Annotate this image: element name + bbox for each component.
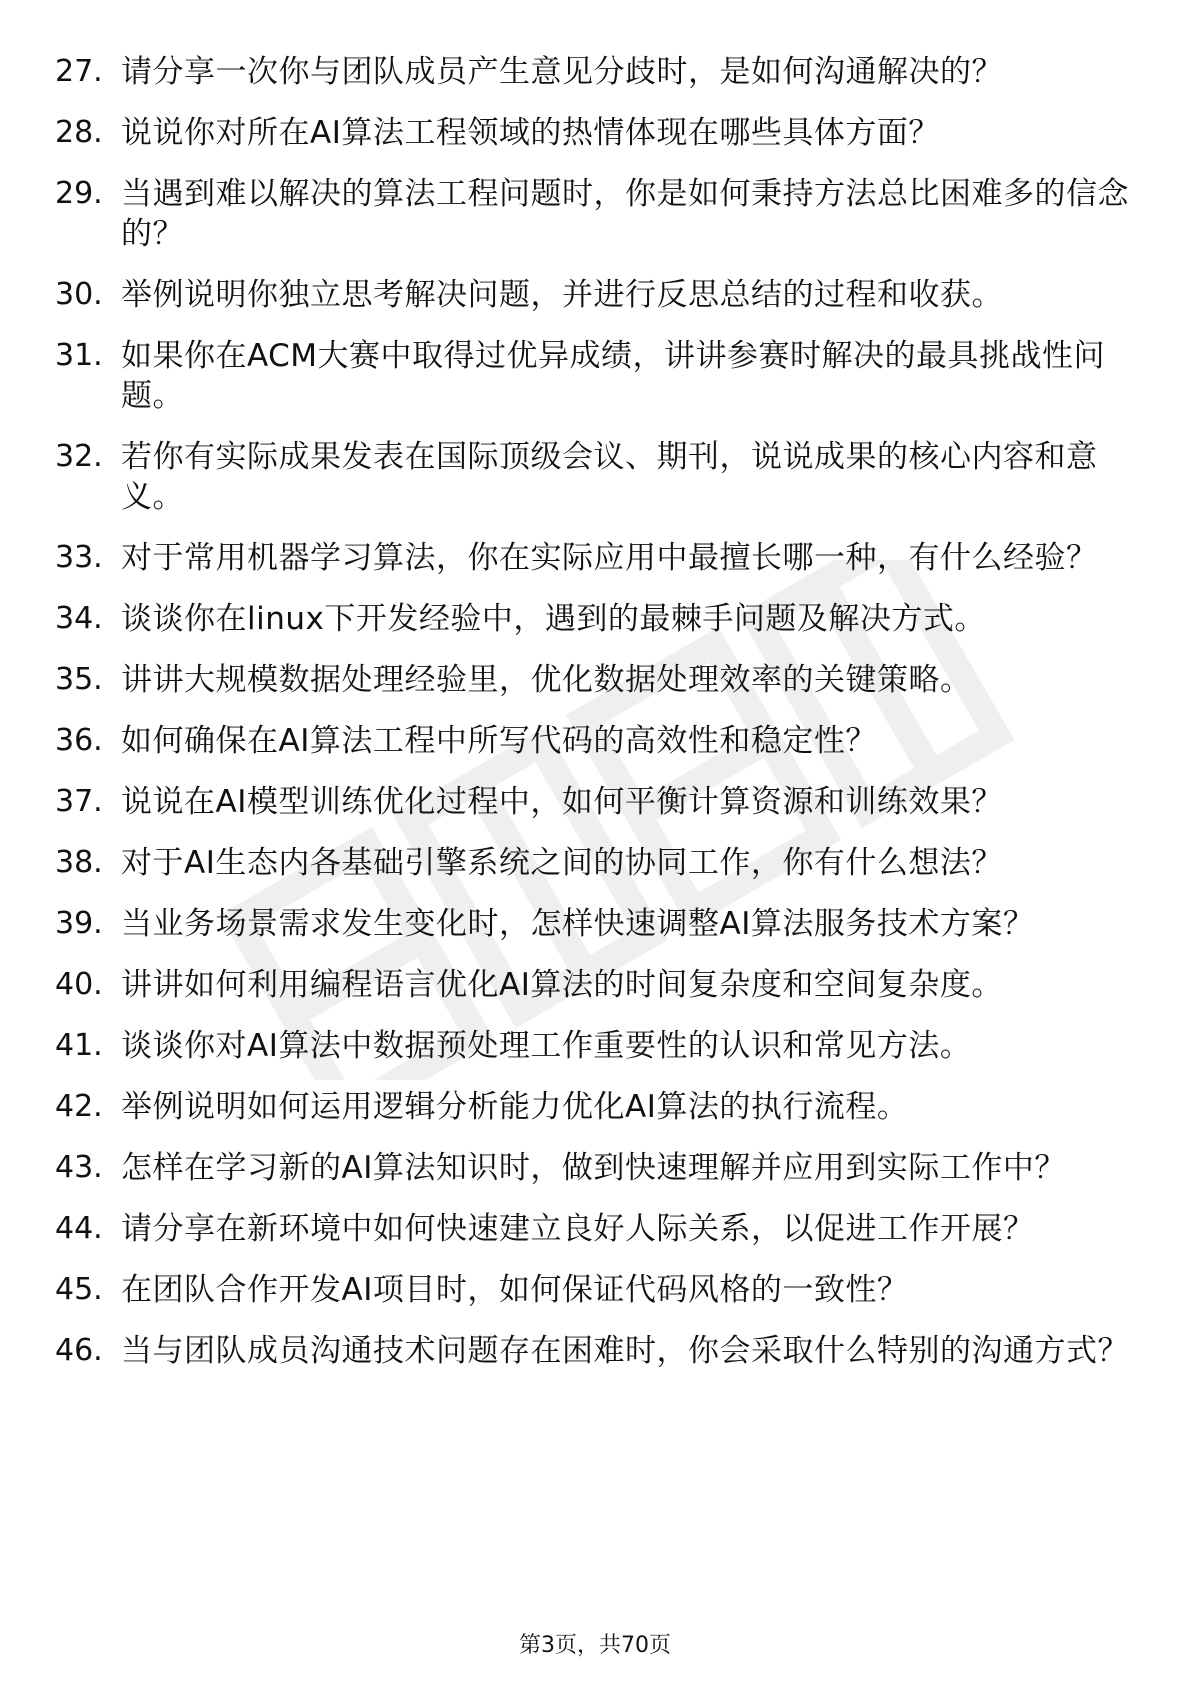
question-number: 37. bbox=[55, 784, 103, 819]
question-item bbox=[55, 599, 1135, 639]
question-item bbox=[55, 1331, 1135, 1371]
question-text: 如何确保在AI算法工程中所写代码的高效性和稳定性？ bbox=[121, 723, 877, 759]
question-text: 怎样在学习新的AI算法知识时，做到快速理解并应用到实际工作中？ bbox=[121, 1150, 1066, 1186]
question-number: 42. bbox=[55, 1089, 103, 1124]
question-item bbox=[55, 1148, 1135, 1188]
question-text: 举例说明你独立思考解决问题，并进行反思总结的过程和收获。 bbox=[121, 277, 1003, 313]
question-number: 43. bbox=[55, 1150, 103, 1185]
question-text: 说说在AI模型训练优化过程中，如何平衡计算资源和训练效果？ bbox=[121, 784, 1003, 820]
question-number: 27. bbox=[55, 54, 103, 89]
question-item bbox=[55, 538, 1135, 578]
question-text: 对于AI生态内各基础引擎系统之间的协同工作，你有什么想法？ bbox=[121, 845, 1003, 881]
question-list bbox=[55, 52, 1135, 1392]
question-text: 谈谈你在linux下开发经验中，遇到的最棘手问题及解决方式。 bbox=[121, 601, 986, 637]
question-text: 当遇到难以解决的算法工程问题时，你是如何秉持方法总比困难多的信念的？ bbox=[121, 176, 1129, 252]
question-item bbox=[55, 1087, 1135, 1127]
question-number: 36. bbox=[55, 723, 103, 758]
question-number: 30. bbox=[55, 277, 103, 312]
question-text: 举例说明如何运用逻辑分析能力优化AI算法的执行流程。 bbox=[121, 1089, 909, 1125]
question-number: 40. bbox=[55, 967, 103, 1002]
question-number: 44. bbox=[55, 1211, 103, 1246]
question-text: 讲讲如何利用编程语言优化AI算法的时间复杂度和空间复杂度。 bbox=[121, 967, 1003, 1003]
question-item bbox=[55, 113, 1135, 153]
question-text: 在团队合作开发AI项目时，如何保证代码风格的一致性？ bbox=[121, 1272, 909, 1308]
question-item bbox=[55, 52, 1135, 92]
question-number: 41. bbox=[55, 1028, 103, 1063]
question-item bbox=[55, 1026, 1135, 1066]
question-item bbox=[55, 843, 1135, 883]
page-footer: 第3页，共70页 bbox=[519, 1633, 671, 1658]
question-number: 33. bbox=[55, 540, 103, 575]
question-text: 说说你对所在AI算法工程领域的热情体现在哪些具体方面？ bbox=[121, 115, 940, 151]
question-item bbox=[55, 904, 1135, 944]
question-number: 46. bbox=[55, 1333, 103, 1368]
question-item bbox=[55, 275, 1135, 315]
question-text: 谈谈你对AI算法中数据预处理工作重要性的认识和常见方法。 bbox=[121, 1028, 972, 1064]
question-number: 29. bbox=[55, 176, 103, 211]
question-item bbox=[55, 437, 1135, 517]
question-text: 如果你在ACM大赛中取得过优异成绩，讲讲参赛时解决的最具挑战性问题。 bbox=[121, 338, 1106, 414]
question-number: 35. bbox=[55, 662, 103, 697]
question-number: 34. bbox=[55, 601, 103, 636]
question-item bbox=[55, 174, 1135, 254]
question-text: 请分享一次你与团队成员产生意见分歧时，是如何沟通解决的？ bbox=[121, 54, 1003, 90]
question-text: 当业务场景需求发生变化时，怎样快速调整AI算法服务技术方案？ bbox=[121, 906, 1035, 942]
question-number: 32. bbox=[55, 439, 103, 474]
question-item bbox=[55, 1209, 1135, 1249]
question-text: 对于常用机器学习算法，你在实际应用中最擅长哪一种，有什么经验？ bbox=[121, 540, 1098, 576]
question-number: 31. bbox=[55, 338, 103, 373]
question-item bbox=[55, 965, 1135, 1005]
question-item bbox=[55, 782, 1135, 822]
question-item bbox=[55, 336, 1135, 416]
question-text: 若你有实际成果发表在国际顶级会议、期刊，说说成果的核心内容和意义。 bbox=[121, 439, 1098, 515]
question-number: 38. bbox=[55, 845, 103, 880]
question-item bbox=[55, 1270, 1135, 1310]
question-text: 当与团队成员沟通技术问题存在困难时，你会采取什么特别的沟通方式？ bbox=[121, 1333, 1129, 1369]
question-item bbox=[55, 660, 1135, 700]
question-item bbox=[55, 721, 1135, 761]
question-text: 讲讲大规模数据处理经验里，优化数据处理效率的关键策略。 bbox=[121, 662, 972, 698]
question-text: 请分享在新环境中如何快速建立良好人际关系，以促进工作开展？ bbox=[121, 1211, 1035, 1247]
question-number: 45. bbox=[55, 1272, 103, 1307]
question-number: 28. bbox=[55, 115, 103, 150]
question-number: 39. bbox=[55, 906, 103, 941]
